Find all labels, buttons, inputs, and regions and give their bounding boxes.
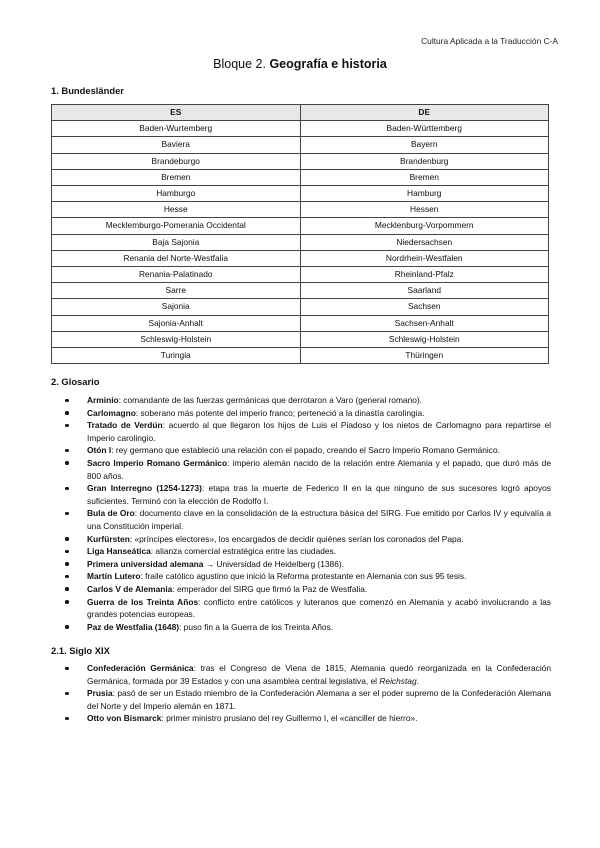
cell-es: Renania del Norte-Westfalia xyxy=(52,250,301,266)
glossary-term: Gran Interregno (1254-1273) xyxy=(87,483,202,494)
cell-es: Bremen xyxy=(52,169,301,185)
cell-es: Mecklemburgo-Pomerania Occidental xyxy=(52,218,301,234)
cell-de: Sachsen xyxy=(300,299,549,315)
cell-es: Baden-Wurtemberg xyxy=(52,121,301,137)
list-item xyxy=(51,444,551,457)
glossary-term: Arminio xyxy=(87,395,119,405)
glossary-definition: : primer ministro prusiano del rey Guillermo I, el «canciller de hierro». xyxy=(161,713,418,724)
list-item xyxy=(51,596,551,621)
table-row xyxy=(52,315,549,331)
glossary-definition: : tras el Congreso de Viena de 1815, Alemania quedó reorganizada en la Confederación Germánica, formada por 39 Estados y con una asamblea central legislativa, el xyxy=(87,663,551,686)
list-item xyxy=(51,558,551,571)
glossary-term: Bula de Oro xyxy=(87,508,135,519)
glossary-definition: : rey germano que estableció una relación con el papado, creando el Sacro Imperio Romano Germánico. xyxy=(111,445,500,456)
bullet-icon xyxy=(65,587,69,591)
cell-de: Nordrhein-Westfalen xyxy=(300,250,549,266)
cell-es: Sarre xyxy=(52,283,301,299)
list-item xyxy=(51,621,551,634)
cell-de: Brandenburg xyxy=(300,153,549,169)
cell-de: Hamburg xyxy=(300,186,549,202)
glossary-definition: : comandante de las fuerzas germánicas que derrotaron a Varo (general romano). xyxy=(118,395,423,405)
column-header-de: DE xyxy=(300,105,549,121)
cell-de: Thüringen xyxy=(300,348,549,364)
glossary-term: Paz de Westfalia (1648) xyxy=(87,621,180,632)
glossary-term: Carlos V de Alemania xyxy=(87,583,173,594)
table-body xyxy=(52,121,549,364)
glossary-term: Liga Hanseática xyxy=(87,546,151,557)
glossary-term: Otto von Bismarck xyxy=(87,713,162,724)
glossary-definition: : conflicto entre católicos y luteranos que comenzó en Alemania y acabó involucrando a las grandes potencias europeas. xyxy=(87,596,551,620)
glossary-term: Prusia xyxy=(87,688,113,699)
glossary-term: Confederación Germánica xyxy=(87,663,194,673)
table-row xyxy=(52,153,549,169)
list-item xyxy=(51,457,551,482)
glossary-definition: : pasó de ser un Estado miembro de la Confederación Alemana a ser el poder supremo de la Confederación Alemana del Norte y del Imperio alemán en 1871. xyxy=(87,688,551,711)
cell-de: Sachsen-Anhalt xyxy=(300,315,549,331)
bullet-icon xyxy=(65,692,69,696)
glossary-term: Kurfürsten xyxy=(87,533,130,544)
glossary-term: Carlomagno xyxy=(87,407,136,418)
bullet-icon xyxy=(65,717,69,721)
table-row xyxy=(52,331,549,347)
list-item xyxy=(51,482,551,507)
definition-tail: . xyxy=(416,675,419,686)
glossary-term: Otón I xyxy=(87,445,112,456)
bullet-icon xyxy=(65,600,69,604)
cell-de: Mecklenburg-Vorpommern xyxy=(300,218,549,234)
cell-es: Turingia xyxy=(52,348,301,364)
list-item xyxy=(51,394,551,407)
table-row xyxy=(52,267,549,283)
bullet-icon xyxy=(65,449,69,453)
list-item xyxy=(51,507,551,532)
siglo-xix-list xyxy=(51,662,551,725)
bullet-icon xyxy=(65,461,69,465)
cell-es: Baja Sajonia xyxy=(52,234,301,250)
table-row xyxy=(52,250,549,266)
glossary-term: Sacro Imperio Romano Germánico xyxy=(87,457,228,468)
cell-es: Sajonia xyxy=(52,299,301,315)
table-row xyxy=(52,299,549,315)
glossary-definition: : puso fin a la Guerra de los Treinta Años. xyxy=(179,621,334,632)
glossary-term: Martín Lutero xyxy=(87,571,141,582)
bullet-icon xyxy=(65,411,69,415)
bullet-icon xyxy=(65,625,69,629)
glossary-definition: : «príncipes electores», los encargados de decidir quiénes serían los coronados del Papa. xyxy=(129,533,464,544)
list-item xyxy=(51,407,551,420)
glossary-definition: : soberano más potente del imperio franco; perteneció a la dinastía carolingia. xyxy=(135,407,425,418)
list-item xyxy=(51,570,551,583)
list-item xyxy=(51,545,551,558)
column-header-es: ES xyxy=(52,105,301,121)
bullet-icon xyxy=(65,487,69,491)
glossary-definition: : acuerdo al que llegaron los hijos de Luis el Piadoso y los nietos de Carlomagno para repartirse el Imperio carolingio. xyxy=(87,420,551,443)
cell-de: Bayern xyxy=(300,137,549,153)
table-row xyxy=(52,121,549,137)
table-row xyxy=(52,202,549,218)
section-heading-glosario: 2. Glosario xyxy=(51,376,100,387)
cell-es: Hamburgo xyxy=(52,186,301,202)
title-bold: Geografía e historia xyxy=(269,57,387,71)
bullet-icon xyxy=(65,424,69,428)
glossary-definition: : documento clave en la consolidación de la estructura básica del SIRG. Fue emitido por Carlos IV y equivalía a una Constitución imperial. xyxy=(87,508,551,531)
list-item xyxy=(51,712,551,725)
bullet-icon xyxy=(65,667,69,671)
cell-de: Hessen xyxy=(300,202,549,218)
table-row xyxy=(52,234,549,250)
bullet-icon xyxy=(65,550,69,554)
cell-de: Schleswig-Holstein xyxy=(300,331,549,347)
list-item xyxy=(51,583,551,596)
cell-es: Renania-Palatinado xyxy=(52,267,301,283)
list-item xyxy=(51,687,551,712)
bullet-icon xyxy=(65,537,69,541)
table-header-row xyxy=(52,105,549,121)
glossary-list xyxy=(51,394,551,633)
table-row xyxy=(52,348,549,364)
cell-de: Baden-Württemberg xyxy=(300,121,549,137)
bullet-icon xyxy=(65,512,69,516)
list-item xyxy=(51,662,551,687)
glossary-definition: : emperador del SIRG que firmó la Paz de Westfalia. xyxy=(172,583,368,594)
section-heading-bundeslaender: 1. Bundesländer xyxy=(51,85,124,96)
italic-term: Reichstag xyxy=(379,675,417,686)
cell-es: Hesse xyxy=(52,202,301,218)
cell-es: Brandeburgo xyxy=(52,153,301,169)
table-row xyxy=(52,169,549,185)
glossary-definition: : imperio alemán nacido de la relación entre Alemania y el papado, que duró más de 800 años. xyxy=(87,457,551,481)
cell-es: Schleswig-Holstein xyxy=(52,331,301,347)
bullet-icon xyxy=(65,575,69,579)
glossary-definition: : etapa tras la muerte de Federico II en la que ninguno de sus sucesores logró apoyos suficientes. Terminó con la elección de Rodolfo I. xyxy=(87,483,551,506)
glossary-term: Tratado de Verdún xyxy=(87,420,163,431)
glossary-definition: : alianza comercial estratégica entre las ciudades. xyxy=(150,546,337,557)
cell-de: Niedersachsen xyxy=(300,234,549,250)
page-title xyxy=(0,57,600,71)
cell-de: Saarland xyxy=(300,283,549,299)
section-heading-siglo-xix: 2.1. Siglo XIX xyxy=(51,645,110,656)
bullet-icon xyxy=(65,399,69,403)
bullet-icon xyxy=(65,562,69,566)
table-row xyxy=(52,186,549,202)
table-row xyxy=(52,137,549,153)
glossary-definition: : fraile católico agustino que inició la Reforma protestante en Alemania con sus 95 tesis. xyxy=(140,571,467,582)
running-header: Cultura Aplicada a la Traducción C-A xyxy=(421,36,558,46)
cell-de: Bremen xyxy=(300,169,549,185)
table-row xyxy=(52,218,549,234)
list-item xyxy=(51,533,551,546)
cell-es: Sajonia-Anhalt xyxy=(52,315,301,331)
table-row xyxy=(52,283,549,299)
glossary-term: Primera universidad alemana xyxy=(87,558,204,569)
title-prefix: Bloque 2. xyxy=(213,57,270,71)
cell-de: Rheinland-Pfalz xyxy=(300,267,549,283)
glossary-term: Guerra de los Treinta Años xyxy=(87,596,199,607)
list-item xyxy=(51,419,551,444)
bundeslaender-table xyxy=(51,104,549,364)
cell-es: Baviera xyxy=(52,137,301,153)
glossary-definition: → Universidad de Heidelberg (1386). xyxy=(203,558,344,569)
